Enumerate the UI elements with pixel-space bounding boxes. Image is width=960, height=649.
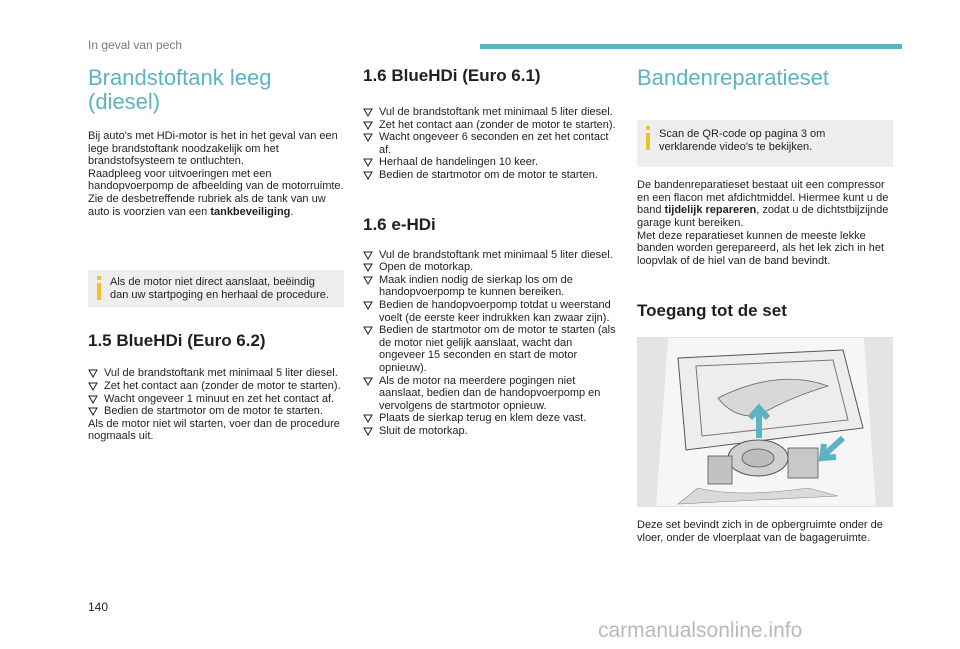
watermark: carmanualsonline.info [598,619,803,642]
list-item: Vul de brandstoftank met minimaal 5 liter diesel. [88,367,344,380]
boot-illustration [637,337,893,507]
steps-ehdi [363,249,619,438]
list-item: Wacht ongeveer 1 minuut en zet het contact af. [88,393,344,406]
step-marker-icon [363,261,375,272]
tank-protection-term: tankbeveiliging [210,205,291,218]
list-item: Bedien de startmotor om de motor te starten. [88,405,344,418]
list-item: Wacht ongeveer 6 seconden en zet het contact af. [363,131,619,156]
section-header: In geval van pech [88,38,183,52]
intro-line-3: Zie de desbetreffende rubriek als de tank van uw auto is voorzien van een tankbeveiliging. [88,192,326,218]
info-box-qr [637,120,893,167]
steps-bluehdi-61 [363,106,619,182]
info-icon [96,276,102,304]
section-title-bluehdi-61: 1.6 BlueHDi (Euro 6.1) [363,66,541,85]
list-item: Vul de brandstoftank met minimaal 5 liter diesel. [363,106,619,119]
list-item: Plaats de sierkap terug en klem deze vast. [363,412,619,425]
step-marker-icon [363,425,375,436]
section-title-ehdi: 1.6 e-HDi [363,214,436,234]
list-item: Bedien de startmotor om de motor te starten. [363,169,619,182]
steps-bluehdi-62 [88,367,344,417]
info-text: Als de motor niet direct aanslaat, beëindig dan uw startpoging en herhaal de procedure. [110,276,329,301]
pointer-arrow-icon [822,438,843,458]
info-icon [645,126,651,154]
boot-floor-drawing [638,338,893,507]
section-title-bluehdi-62: 1.5 BlueHDi (Euro 6.2) [88,331,266,351]
step-marker-icon [363,299,375,310]
intro-paragraph [88,130,344,218]
outro-text: Als de motor niet wil starten, voer dan de procedure nogmaals uit. [88,417,340,443]
figure-caption: Deze set bevindt zich in de opbergruimte onder de vloer, onder de vloerplaat van de bagageruimte. [637,519,883,544]
kit-description [637,179,893,267]
list-item: Herhaal de handelingen 10 keer. [363,156,619,169]
step-marker-icon [363,106,375,117]
list-item: Vul de brandstoftank met minimaal 5 liter diesel. [363,249,619,262]
info-text: Scan de QR-code op pagina 3 om verklarende video's te bekijken. [659,128,826,153]
temporary-repair-term: tijdelijk repareren [664,204,757,217]
desc-paragraph-2: Met deze reparatieset kunnen de meeste lekke banden worden gerepareerd, als het lek zich in het loopvlak of de hiel van de band bevindt. [637,229,885,267]
list-item: Sluit de motorkap. [363,425,619,438]
desc-paragraph-1: De bandenreparatieset bestaat uit een compressor en een flacon met afdichtmiddel. Hiermee kunt u de band tijdelijk repareren, zodat u de dichtstbijzijnde garage kunt bereiken. [637,179,889,229]
list-item: Bedien de handopvoerpomp totdat u weerstand voelt (de eerste keer indrukken kan zwaar zijn). [363,299,619,324]
step-marker-icon [363,375,375,386]
list-item: Open de motorkap. [363,261,619,274]
title-empty-tank: Brandstoftank leeg (diesel) [88,65,272,114]
section-title-access: Toegang tot de set [637,301,787,321]
list-item: Maak indien nodig de sierkap los om de handopvoerpomp te kunnen bereiken. [363,274,619,299]
step-marker-icon [363,119,375,130]
step-marker-icon [363,274,375,285]
intro-line-2: Raadpleeg voor uitvoeringen met een handopvoerpomp de afbeelding van de motorruimte. [88,167,344,193]
column-right [637,66,893,545]
list-item: Zet het contact aan (zonder de motor te starten). [88,380,344,393]
list-item: Bedien de startmotor om de motor te starten (als de motor niet gelijk aanslaat, wacht dan ongeveer 15 seconden en start de motor opnieuw). [363,324,619,374]
step-marker-icon [363,156,375,167]
step-marker-icon [363,169,375,180]
intro-line-1: Bij auto's met HDi-motor is het in het geval van een lege brandstoftank noodzakelijk om het brandstofsysteem te ontluchten. [88,130,338,168]
step-marker-icon [88,405,100,416]
step-marker-icon [363,412,375,423]
page-number: 140 [88,600,109,614]
list-item: Zet het contact aan (zonder de motor te starten). [363,119,619,132]
list-item: Als de motor na meerdere pogingen niet aanslaat, bedien dan de handopvoerpomp en vervolgens de startmotor opnieuw. [363,375,619,413]
step-marker-icon [363,131,375,142]
column-middle [363,66,619,437]
step-marker-icon [88,393,100,404]
step-marker-icon [88,380,100,391]
step-marker-icon [363,249,375,260]
step-marker-icon [363,324,375,335]
column-left [88,66,344,443]
info-box-retry [88,270,344,307]
title-tyre-repair-kit: Bandenreparatieset [637,65,830,90]
header-accent-bar [480,44,902,49]
step-marker-icon [88,367,100,378]
